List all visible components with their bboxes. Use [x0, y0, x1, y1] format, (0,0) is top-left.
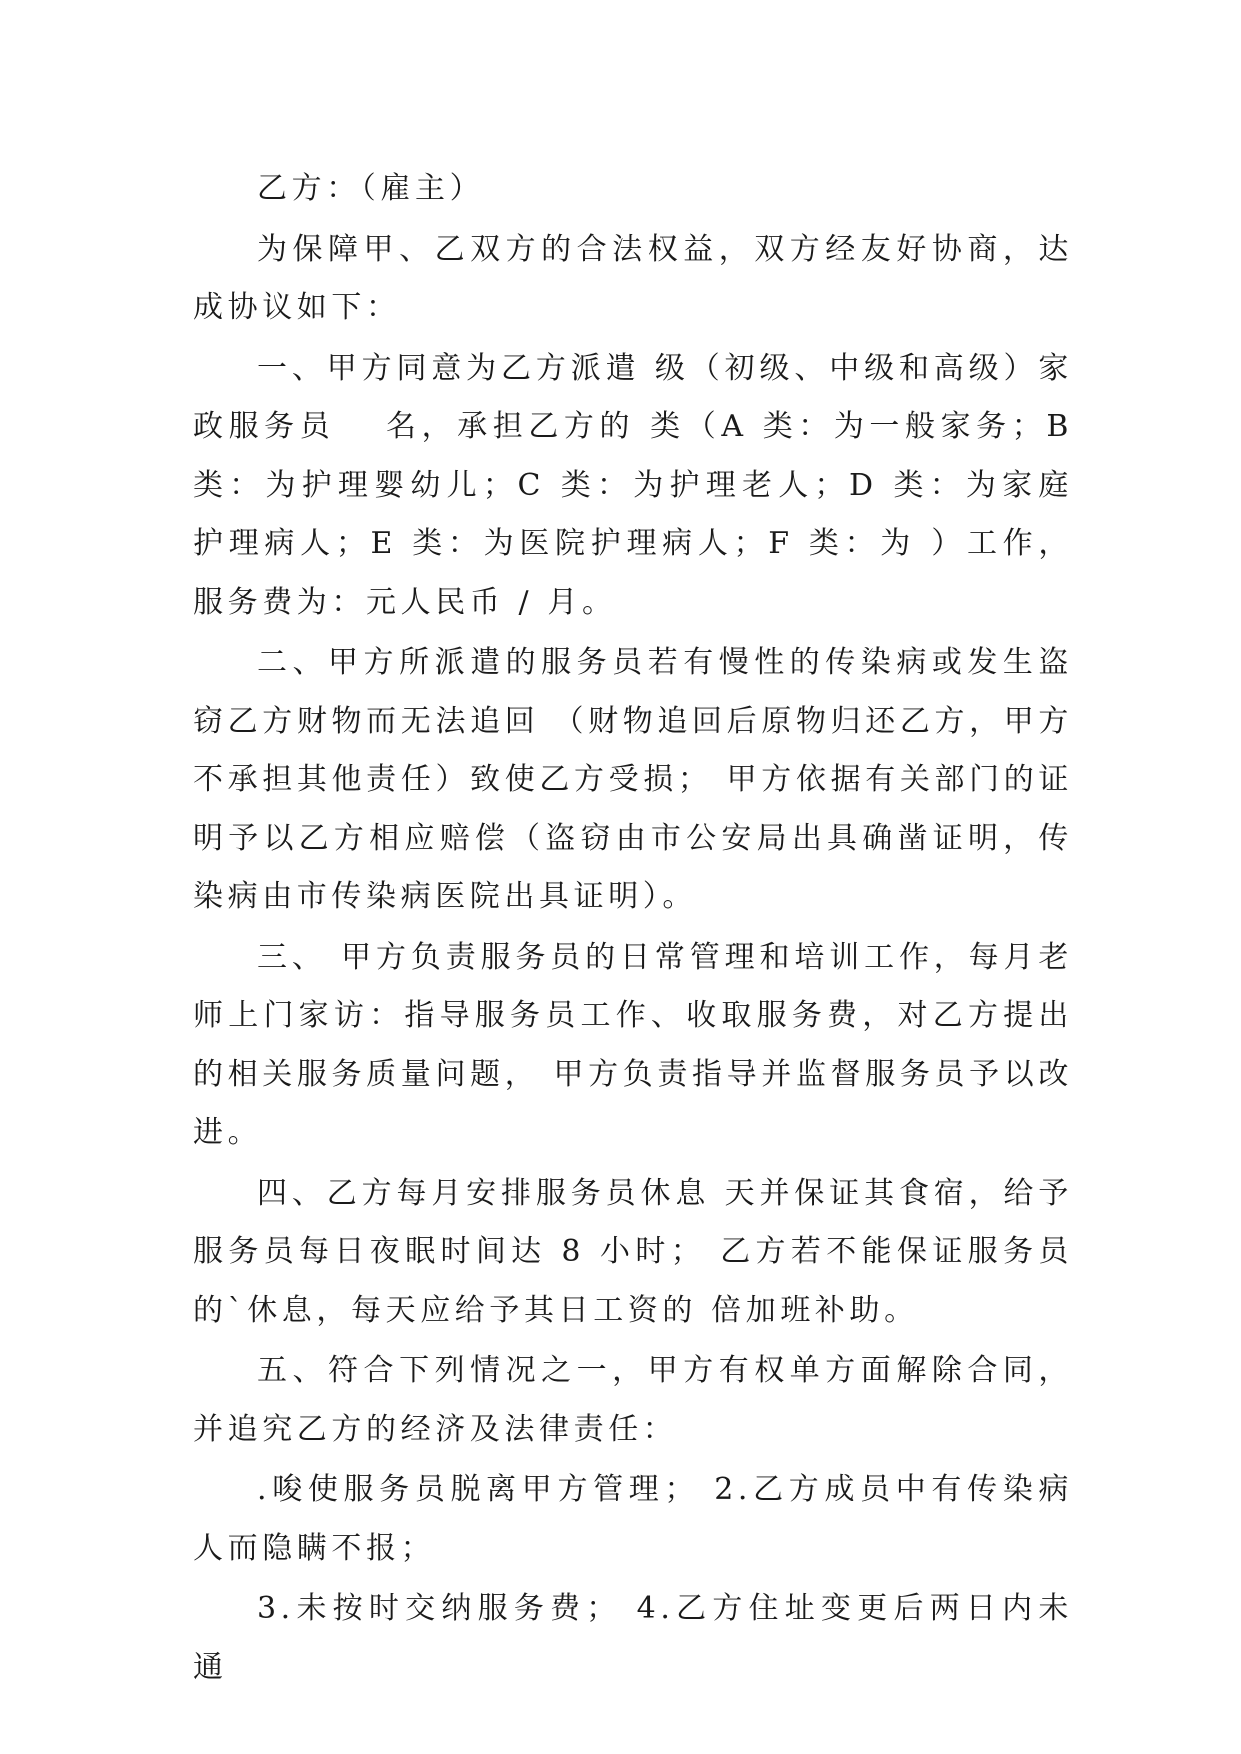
clause-5: 五、符合下列情况之一，甲方有权单方面解除合同，并追究乙方的经济及法律责任：: [193, 1353, 1073, 1447]
clause-3: 三、 甲方负责服务员的日常管理和培训工作，每月老师上门家访：指导服务员工作、收取服务费，对乙方提出的相关服务质量问题， 甲方负责指导并监督服务员予以改进。: [193, 939, 1073, 1150]
document-body: [193, 160, 1088, 1699]
clause-5-item-3-4: 3.未按时交纳服务费； 4.乙方住址变更后两日内未通: [193, 1591, 1073, 1685]
preamble-paragraph: 为保障甲、乙双方的合法权益，双方经友好协商，达成协议如下：: [193, 231, 1073, 325]
clause-1: 一、甲方同意为乙方派遣 级（初级、中级和高级）家政服务员 名，承担乙方的 类（A 类：为一般家务；B 类：为护理婴幼儿；C 类：为护理老人；D 类：为家庭护理病人；E 类：为医院护理病人；F 类：为 ）工作，服务费为：元人民币 / 月。: [193, 350, 1088, 620]
clause-4: 四、乙方每月安排服务员休息 天并保证其食宿，给予服务员每日夜眠时间达 8 小时； 乙方若不能保证服务员的`休息，每天应给予其日工资的 倍加班补助。: [193, 1175, 1073, 1328]
clause-5-item-1-2: .唆使服务员脱离甲方管理； 2.乙方成员中有传染病人而隐瞒不报；: [193, 1472, 1073, 1566]
clause-2: 二、甲方所派遣的服务员若有慢性的传染病或发生盗窃乙方财物而无法追回 （财物追回后原物归还乙方，甲方不承担其他责任）致使乙方受损； 甲方依据有关部门的证明予以乙方相应赔偿（盗窃由市公安局出具确凿证明，传染病由市传染病医院出具证明）。: [193, 645, 1073, 914]
party-b-line: 乙方：（雇主）: [257, 171, 485, 206]
